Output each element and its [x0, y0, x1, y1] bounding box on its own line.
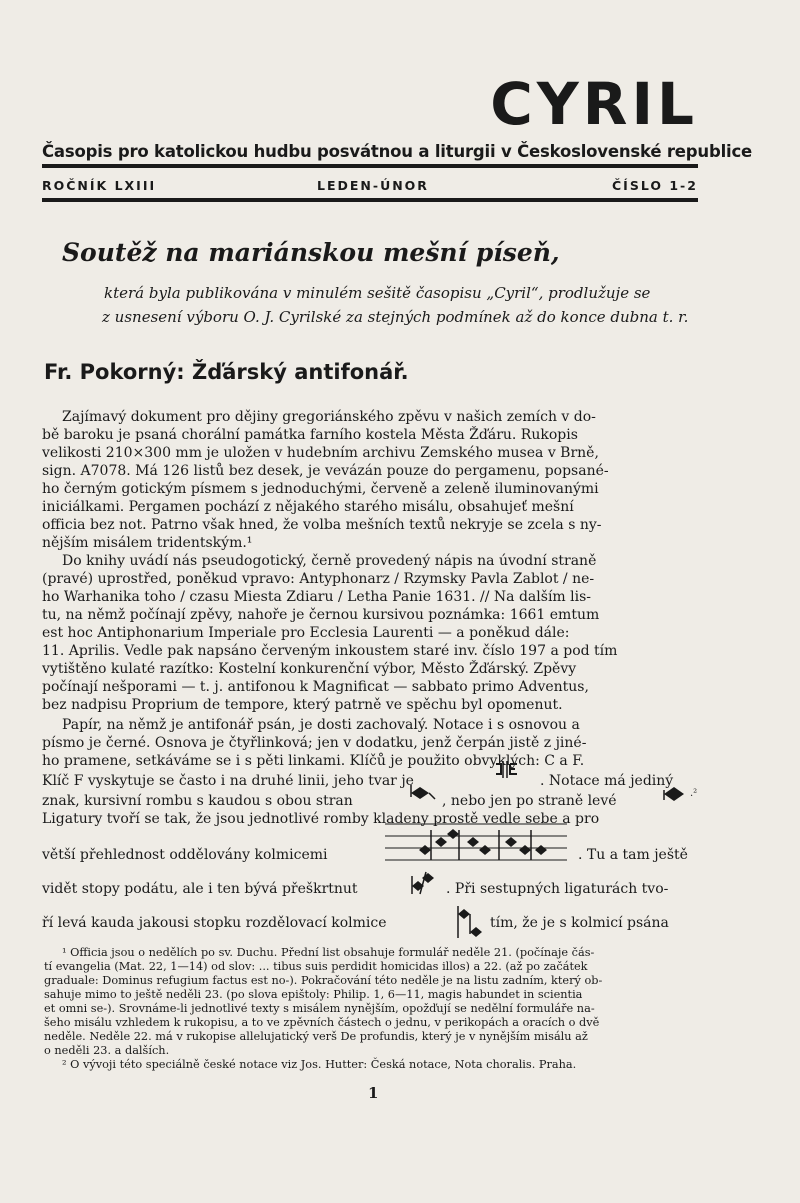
page-number: 1 [368, 1084, 379, 1102]
text-line: . Tu a tam ještě [578, 847, 688, 863]
article-title: Fr. Pokorný: Žďárský antifonář. [44, 360, 409, 384]
text-line: tu, na němž počínají zpěvy, nahoře je černou kursivou poznámka: 1661 emtum [42, 607, 600, 623]
text-line: bě baroku je psaná chorální památka farního kostela Města Žďáru. Rukopis [42, 427, 578, 443]
descending-ligature-icon [450, 904, 486, 942]
text-line: nějším misálem tridentským.¹ [42, 535, 253, 551]
text-line: větší přehlednost oddělovány kolmicemi [42, 847, 328, 863]
footnote-line: ¹ Officia jsou o nedělích po sv. Duchu. Přední list obsahuje formulář neděle 21. (počínaje čás- [62, 946, 595, 959]
contest-line: z usnesení výboru O. J. Cyrilské za stejných podmínek až do konce dubna t. r. [102, 308, 689, 326]
text-line: Papír, na němž je antifonář psán, je dosti zachovalý. Notace i s osnovou a [62, 717, 580, 733]
text-line: iniciálkami. Pergamen pochází z nějakého starého misálu, obsahujeť mešní [42, 499, 574, 515]
footnote-marker: .² [690, 788, 698, 799]
text-line: Zajímavý dokument pro dějiny gregoriánského zpěvu v našich zemích v do- [62, 409, 596, 425]
journal-title: CYRIL [490, 70, 698, 138]
text-line: Ligatury tvoří se tak, že jsou jednotlivé romby kladeny prostě vedle sebe a pro [42, 811, 600, 827]
text-line: . Při sestupných ligaturách tvo- [446, 881, 669, 897]
f-clef-icon [493, 758, 529, 782]
text-line: 11. Aprilis. Vedle pak napsáno červeným inkoustem staré inv. číslo 197 a pod tím [42, 643, 618, 659]
text-line: bez nadpisu Proprium de tempore, který patrně ve spěchu byl opomenut. [42, 697, 563, 713]
text-line: znak, kursivní rombu s kaudou s obou stran [42, 793, 353, 809]
text-line: , nebo jen po straně levé [442, 793, 617, 809]
bottom-rule [42, 198, 698, 202]
footnote-line: šeho misálu vzhledem k rukopisu, a to ve zpěvních částech o jednu, v perikopách a oracích o dvě [44, 1016, 600, 1029]
rhombus-note-left-icon [660, 784, 688, 804]
text-line: . Notace má jediný [540, 773, 674, 789]
footnote-line: tí evangelia (Mat. 22, 1—14) od slov: ... tibus suis perdidit homicidas illos) a 22. (až po začátek [44, 960, 588, 973]
journal-subtitle: Časopis pro katolickou hudbu posvátnou a liturgii v Československé republice [42, 142, 753, 161]
text-line: sign. A7078. Má 126 listů bez desek, je vevázán pouze do pergamenu, popsané- [42, 463, 609, 479]
text-line: officia bez not. Patrno však hned, že volba mešních textů nekryje se zcela s ny- [42, 517, 602, 533]
footnote-line: et omni se-). Srovnáme-li jednotlivé texty s misálem nynějším, opožďují se nedělní formuláře na- [44, 1002, 595, 1015]
issue-number: ČÍSLO 1-2 [612, 178, 698, 193]
text-line: počínají nešporami — t. j. antifonou k Magnificat — sabbato primo Adventus, [42, 679, 589, 695]
struck-podatus-icon [406, 868, 440, 898]
top-rule [42, 164, 698, 168]
text-line: ho pramene, setkáváme se i s pěti linkami. Klíčů je použito obvyklých: C a F. [42, 753, 585, 769]
text-line: est hoc Antiphonarium Imperiale pro Ecclesia Laurenti — a poněkud dále: [42, 625, 570, 641]
text-line: Do knihy uvádí nás pseudogotický, černě provedený nápis na úvodní straně [62, 553, 597, 569]
volume-label: ROČNÍK LXIII [42, 178, 157, 193]
text-line: písmo je černé. Osnova je čtyřlinková; jen v dodatku, jenž čerpán jistě z jiné- [42, 735, 587, 751]
months-label: LEDEN-ÚNOR [317, 178, 429, 193]
footnote-line: neděle. Neděle 22. má v rukopise allelujatický verš De profundis, který je v nynějším misálu až [44, 1030, 588, 1043]
contest-line: která byla publikována v minulém sešitě časopisu „Cyril“, prodlužuje se [104, 284, 651, 302]
footnote-line: sahuje mimo to ještě neděli 23. (po slova epištoly: Philip. 1, 6—11, magis habundet in scientia [44, 988, 583, 1001]
footnote-line: o neděli 23. a dalších. [44, 1044, 170, 1057]
text-line: ří levá kauda jakousi stopku rozdělovací kolmice [42, 915, 387, 931]
text-line: vidět stopy podátu, ale i ten bývá přeškrtnut [42, 881, 358, 897]
text-line: ho Warhanika toho / czasu Miesta Zdiaru / Letha Panie 1631. // Na dalším lis- [42, 589, 592, 605]
contest-heading: Soutěž na mariánskou mešní píseň, [62, 238, 560, 267]
text-line: ho černým gotickým písmem s jednoduchými, červeně a zeleně iluminovanými [42, 481, 599, 497]
rhombus-note-icon [408, 783, 438, 803]
text-line: velikosti 210×300 mm je uložen v hudebním archivu Zemského musea v Brně, [42, 445, 599, 461]
text-line: vytištěno kulaté razítko: Kostelní konkurenční výbor, Město Žďárský. Zpěvy [42, 661, 577, 677]
ligature-staff-figure [385, 820, 567, 866]
text-line: (pravé) uprostřed, poněkud vpravo: Antyphonarz / Rzymsky Pavla Zablot / ne- [42, 571, 595, 587]
footnote-line: graduale: Dominus refugium factus est no-). Pokračování této neděle je na listu zadním, který ob- [44, 974, 603, 987]
footnote-line: ² O vývoji této speciálně české notace viz Jos. Hutter: Česká notace, Nota choralis. Praha. [62, 1058, 577, 1071]
text-line: Klíč F vyskytuje se často i na druhé linii, jeho tvar je [42, 773, 414, 789]
text-line: tím, že je s kolmicí psána [490, 915, 669, 931]
